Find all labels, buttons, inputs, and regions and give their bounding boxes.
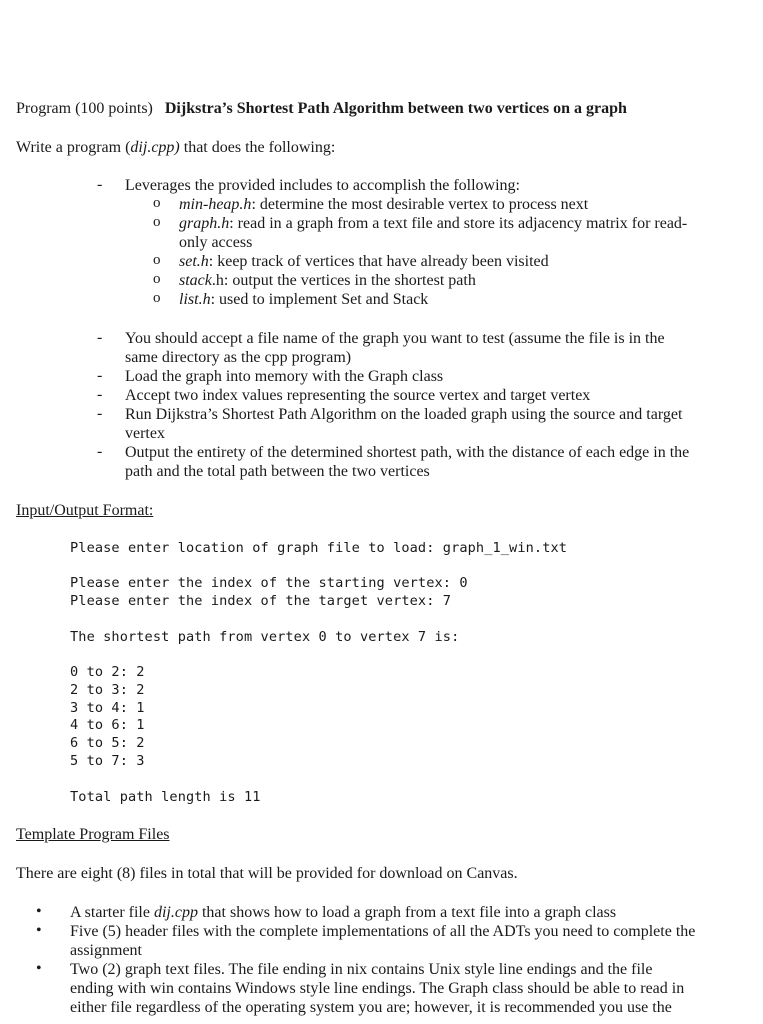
include-item (179, 252, 549, 271)
bullet-marker: • (36, 903, 42, 920)
bullet-marker: • (36, 960, 42, 977)
intro-pre: Write a program ( (16, 139, 131, 156)
points-label: Program (100 points) (16, 100, 153, 117)
circle-marker: o (153, 214, 161, 230)
include-name-tail: .h (211, 272, 224, 289)
bullet-line: Five (5) header files with the complete implementations of all the ADTs you need to complete the (70, 923, 696, 940)
bullet-line: either file regardless of the operating system you are; however, it is recommended you use the (70, 999, 672, 1016)
include-name: list.h (179, 291, 211, 308)
start-prompt: Please enter the index of the starting vertex: 0 (70, 575, 468, 591)
circle-marker: o (153, 290, 161, 306)
requirement-line: Output the entirety of the determined shortest path, with the distance of each edge in the (125, 444, 690, 461)
dash-marker: - (97, 443, 103, 460)
requirement-line: same directory as the cpp program) (125, 349, 352, 366)
dash-marker: - (97, 176, 103, 193)
edge-line: 0 to 2: 2 (70, 664, 145, 680)
title-line (16, 99, 627, 118)
total-line: Total path length is 11 (70, 789, 261, 805)
dash-marker: - (97, 329, 103, 346)
bullet-post: that shows how to load a graph from a text file into a graph class (197, 904, 617, 921)
circle-marker: o (153, 271, 161, 287)
include-desc: : used to implement Set and Stack (210, 291, 429, 308)
target-prompt: Please enter the index of the target vertex: 7 (70, 593, 452, 609)
bullet-item (70, 903, 616, 922)
dash-marker: - (97, 367, 103, 384)
template-files-intro: There are eight (8) files in total that will be provided for download on Canvas. (16, 865, 518, 882)
dash-marker: - (97, 405, 103, 422)
includes-lead: Leverages the provided includes to accomplish the following: (125, 177, 520, 194)
intro-post: that does the following: (179, 139, 336, 156)
requirement-line: Run Dijkstra’s Shortest Path Algorithm on the loaded graph using the source and target (125, 406, 683, 423)
include-desc: : output the vertices in the shortest path (223, 272, 476, 289)
assignment-title: Dijkstra’s Shortest Path Algorithm between two vertices on a graph (164, 100, 627, 117)
include-name: min-heap.h (179, 196, 252, 213)
intro-file: dij.cpp) (130, 139, 180, 156)
dash-marker: - (97, 386, 103, 403)
include-desc-continued: only access (179, 234, 253, 251)
bullet-line: Two (2) graph text files. The file ending in nix contains Unix style line endings and the file (70, 961, 653, 978)
edge-line: 5 to 7: 3 (70, 753, 145, 769)
bullet-marker: • (36, 922, 42, 939)
include-item (179, 195, 588, 214)
requirement-line: Load the graph into memory with the Graph class (125, 368, 444, 385)
include-desc: : read in a graph from a text file and store its adjacency matrix for read- (229, 215, 688, 232)
template-files-heading: Template Program Files (16, 826, 170, 843)
requirement-line: You should accept a file name of the graph you want to test (assume the file is in the (125, 330, 665, 347)
bullet-line: ending with win contains Windows style line endings. The Graph class should be able to read in (70, 980, 685, 997)
include-item (179, 290, 428, 309)
requirement-line: vertex (125, 425, 165, 442)
include-desc: : keep track of vertices that have already been visited (208, 253, 549, 270)
edge-line: 6 to 5: 2 (70, 735, 145, 751)
io-format-heading: Input/Output Format: (16, 502, 154, 519)
intro-line (16, 138, 335, 157)
circle-marker: o (153, 195, 161, 211)
edge-line: 2 to 3: 2 (70, 682, 145, 698)
include-item (179, 271, 476, 290)
edge-line: 3 to 4: 1 (70, 700, 145, 716)
include-name: set.h (179, 253, 209, 270)
bullet-pre: A starter file (70, 904, 154, 921)
include-item (179, 214, 687, 233)
bullet-file: dij.cpp (153, 904, 198, 921)
bullet-line: assignment (70, 942, 142, 959)
circle-marker: o (153, 252, 161, 268)
include-desc: : determine the most desirable vertex to process next (251, 196, 589, 213)
edge-line: 4 to 6: 1 (70, 717, 145, 733)
requirement-line: Accept two index values representing the source vertex and target vertex (125, 387, 591, 404)
result-line: The shortest path from vertex 0 to vertex 7 is: (70, 629, 460, 645)
include-name: stack (179, 272, 212, 289)
load-prompt: Please enter location of graph file to load: graph_1_win.txt (70, 540, 568, 556)
include-name: graph.h (179, 215, 230, 232)
requirement-line: path and the total path between the two vertices (125, 463, 430, 480)
